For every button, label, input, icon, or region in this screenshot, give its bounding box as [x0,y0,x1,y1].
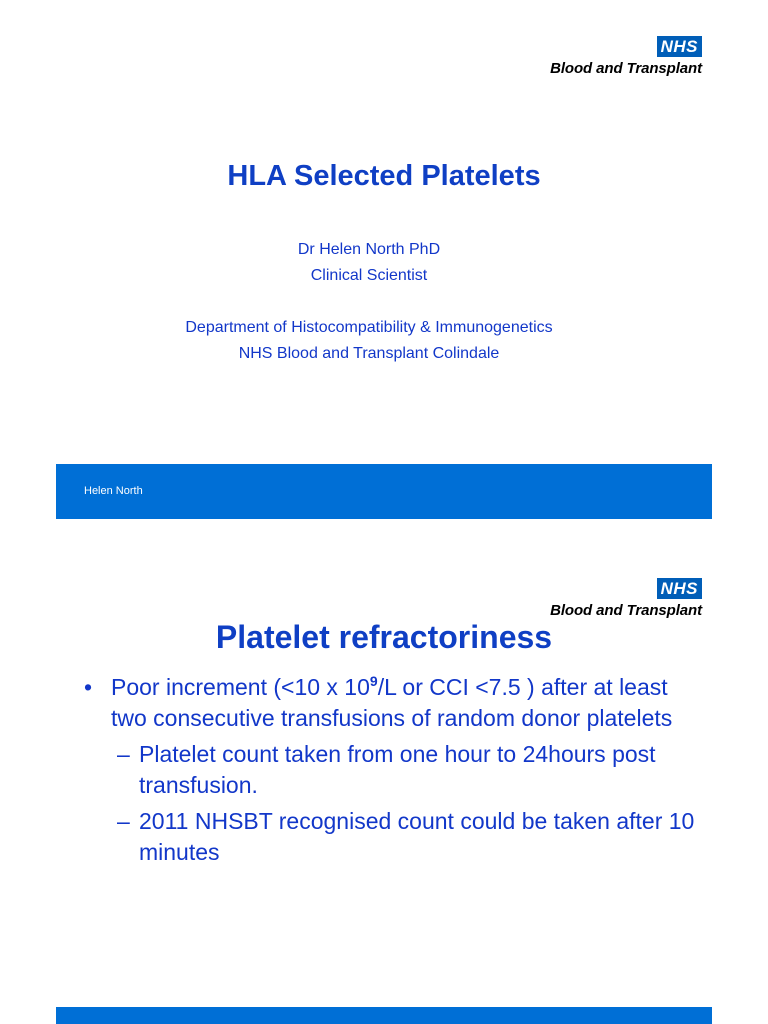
nhs-logo [462,578,702,620]
sub-bullet-item [84,739,704,801]
nhs-logo-subtitle: Blood and Transplant [550,602,702,619]
bullet-marker: • [84,674,93,700]
sub-bullet-text: 2011 NHSBT recognised count could be taken after 10 minutes [139,808,695,865]
author-block [0,237,738,289]
sub-bullet-text: Platelet count taken from one hour to 24hours post transfusion. [139,741,656,798]
department-name: Department of Histocompatibility & Immunogenetics [185,319,553,336]
nhs-badge: NHS [657,578,702,599]
bullet-text-start: Poor increment (<10 x 10 [111,674,370,700]
sub-bullet-item [84,806,704,868]
department-block [0,315,738,367]
slide-1-footer-bar [56,464,712,519]
bullet-text-end: /L or CCI <7.5 ) after at least two consecutive transfusions of random donor platelets [111,674,673,731]
sub-bullet-marker: – [117,741,130,767]
sub-bullet-marker: – [117,808,130,834]
slide-1-title: HLA Selected Platelets [227,160,541,192]
slide-2-footer-bar [56,1007,712,1024]
department-location: NHS Blood and Transplant Colindale [238,345,500,362]
nhs-logo-subtitle: Blood and Transplant [550,60,702,77]
author-name: Dr Helen North PhD [297,241,441,258]
slide-2-title: Platelet refractoriness [215,619,553,655]
exponent: 9 [369,673,378,689]
nhs-badge: NHS [657,36,702,57]
slide-2 [0,540,768,1024]
bullet-item [84,672,704,734]
nhs-logo [462,36,702,78]
author-role: Clinical Scientist [310,267,428,284]
slide-2-content [84,672,704,868]
footer-presenter-label: Helen North [84,485,143,497]
